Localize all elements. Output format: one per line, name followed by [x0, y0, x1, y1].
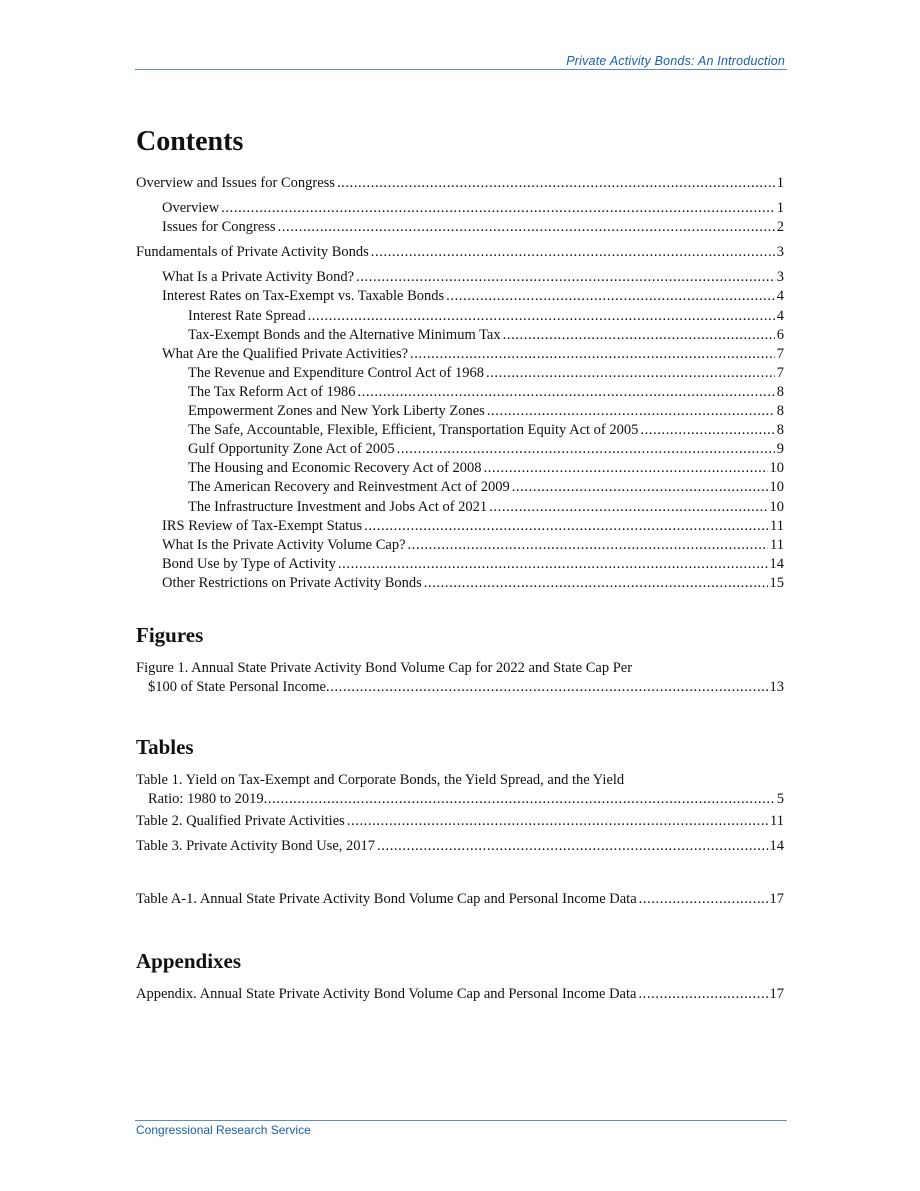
appendix-tables-list — [136, 890, 784, 909]
dot-leader — [364, 517, 768, 536]
contents-list — [136, 174, 784, 593]
dot-leader — [487, 402, 775, 421]
toc-entry[interactable]: What Are the Qualified Private Activities? ..... 7 — [136, 345, 784, 364]
dot-leader — [377, 837, 767, 856]
dot-leader — [338, 555, 768, 574]
dot-leader — [639, 890, 768, 909]
toc-entry[interactable]: The Safe, Accountable, Flexible, Efficient, Transportation Equity Act of 2005 ..... 8 — [136, 421, 784, 440]
dot-leader — [326, 678, 768, 697]
table-entry[interactable]: Table 3. Private Activity Bond Use, 2017 ..... 14 — [136, 837, 784, 856]
contents-heading: Contents — [136, 126, 244, 157]
dot-leader — [264, 790, 775, 809]
dot-leader — [424, 574, 768, 593]
dot-leader — [337, 174, 775, 193]
dot-leader — [278, 218, 775, 237]
toc-entry[interactable]: Issues for Congress ..... 2 — [136, 218, 784, 237]
dot-leader — [308, 307, 775, 326]
header-rule — [135, 69, 787, 70]
dot-leader — [640, 421, 774, 440]
toc-entry[interactable]: The Housing and Economic Recovery Act of 2008 ..... 10 — [136, 459, 784, 478]
tables-list — [136, 812, 784, 856]
dot-leader — [638, 985, 767, 1004]
appendixes-list — [136, 985, 784, 1004]
table-entry[interactable]: Table 1. Yield on Tax-Exempt and Corporate Bonds, the Yield Spread, and the Yield Ratio: 1980 to 2019 ..... 5 — [136, 771, 784, 809]
table-entry[interactable]: Table A-1. Annual State Private Activity Bond Volume Cap and Personal Income Data ..... 17 — [136, 890, 784, 909]
dot-leader — [347, 812, 768, 831]
dot-leader — [357, 383, 774, 402]
toc-entry[interactable]: Interest Rates on Tax-Exempt vs. Taxable Bonds ..... 4 — [136, 287, 784, 306]
dot-leader — [410, 345, 775, 364]
dot-leader — [486, 364, 775, 383]
toc-entry[interactable]: Other Restrictions on Private Activity Bonds ..... 15 — [136, 574, 784, 593]
dot-leader — [503, 326, 775, 345]
dot-leader — [446, 287, 775, 306]
toc-entry[interactable]: IRS Review of Tax-Exempt Status ..... 11 — [136, 517, 784, 536]
appendixes-heading: Appendixes — [136, 949, 242, 973]
toc-entry[interactable]: Overview ..... 1 — [136, 199, 784, 218]
dot-leader — [221, 199, 775, 218]
toc-entry[interactable]: Fundamentals of Private Activity Bonds ..... 3 — [136, 243, 784, 262]
dot-leader — [484, 459, 768, 478]
toc-entry[interactable]: Bond Use by Type of Activity ..... 14 — [136, 555, 784, 574]
dot-leader — [512, 478, 768, 497]
figure-entry[interactable]: Figure 1. Annual State Private Activity Bond Volume Cap for 2022 and State Cap Per $100 of State Personal Income ..... 13 — [136, 659, 784, 697]
toc-entry[interactable]: The Infrastructure Investment and Jobs Act of 2021 ..... 10 — [136, 498, 784, 517]
figures-heading: Figures — [136, 623, 204, 647]
tables-heading: Tables — [136, 735, 194, 759]
footer-rule — [135, 1120, 787, 1121]
table-entry[interactable]: Table 2. Qualified Private Activities ..... 11 — [136, 812, 784, 831]
dot-leader — [356, 268, 775, 287]
dot-leader — [397, 440, 775, 459]
toc-entry[interactable]: The American Recovery and Reinvestment Act of 2009 ..... 10 — [136, 478, 784, 497]
toc-entry[interactable]: Tax-Exempt Bonds and the Alternative Minimum Tax ..... 6 — [136, 326, 784, 345]
dot-leader — [371, 243, 775, 262]
toc-entry[interactable]: What Is a Private Activity Bond? ..... 3 — [136, 268, 784, 287]
toc-entry[interactable]: Gulf Opportunity Zone Act of 2005 ..... 9 — [136, 440, 784, 459]
appendix-entry[interactable]: Appendix. Annual State Private Activity Bond Volume Cap and Personal Income Data ..... 17 — [136, 985, 784, 1004]
dot-leader — [408, 536, 769, 555]
toc-entry[interactable]: Empowerment Zones and New York Liberty Zones ..... 8 — [136, 402, 784, 421]
toc-entry[interactable]: Interest Rate Spread ..... 4 — [136, 307, 784, 326]
toc-entry[interactable]: The Revenue and Expenditure Control Act of 1968 ..... 7 — [136, 364, 784, 383]
toc-entry[interactable]: Overview and Issues for Congress ..... 1 — [136, 174, 784, 193]
toc-entry[interactable]: The Tax Reform Act of 1986 ..... 8 — [136, 383, 784, 402]
running-header: Private Activity Bonds: An Introduction — [566, 54, 785, 68]
toc-entry[interactable]: What Is the Private Activity Volume Cap? ..... 11 — [136, 536, 784, 555]
dot-leader — [489, 498, 767, 517]
footer-publisher: Congressional Research Service — [136, 1123, 311, 1137]
